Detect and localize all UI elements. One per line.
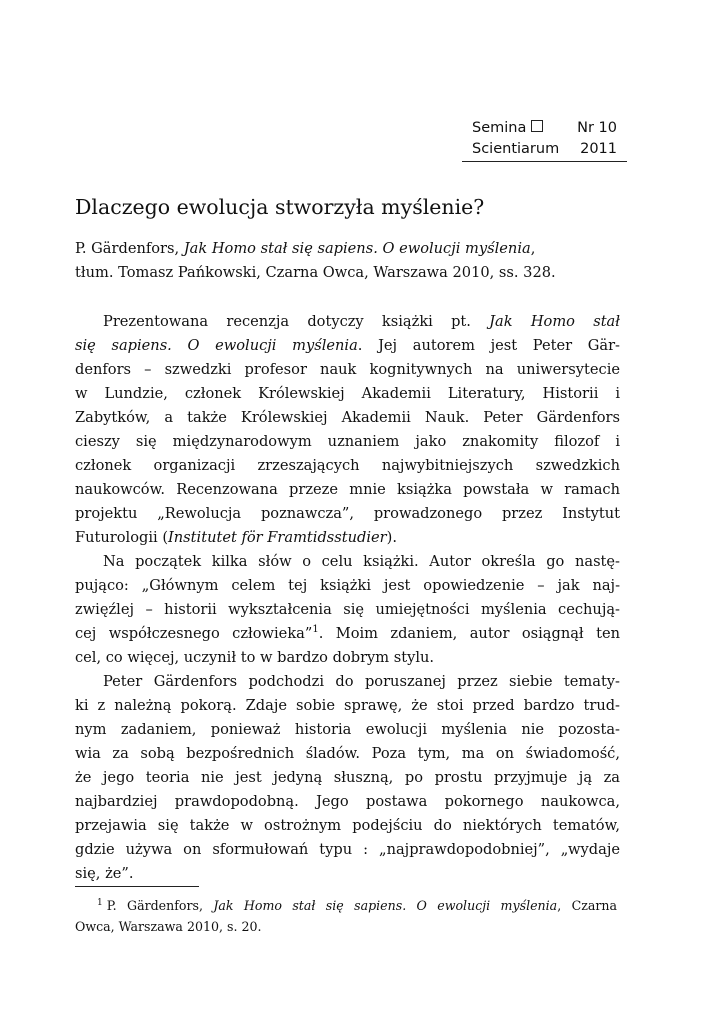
article-title: Dlaczego ewolucja stworzyła myślenie?	[75, 195, 485, 219]
bib-line-2: tłum. Tomasz Pańkowski, Czarna Owca, Warszawa 2010, ss. 328.	[75, 264, 556, 281]
body-line: zwięźlej – historii wykształcenia się umiejętności myślenia cechują-	[75, 601, 620, 618]
body-line: że jego teoria nie jest jedyną słuszną, po prostu przyjmuje ją za	[75, 769, 620, 786]
body-line: Futurologii (Institutet för Framtidsstudier).	[75, 529, 397, 546]
body-line: gdzie używa on sformułowań typu : „najprawdopodobniej”, „wydaje	[75, 841, 620, 858]
footnote-reference[interactable]: 1	[312, 624, 319, 635]
body-line: Zabytków, a także Królewskiej Akademii Nauk. Peter Gärdenfors	[75, 409, 620, 426]
issue-number: Nr 10	[577, 120, 617, 136]
body-line: w Lundzie, członek Królewskiej Akademii Literatury, Historii i	[75, 385, 620, 402]
body-line: cel, co więcej, uczynił to w bardzo dobrym stylu.	[75, 649, 435, 666]
footnote-line-2: Owca, Warszawa 2010, s. 20.	[75, 919, 262, 934]
body-line: Peter Gärdenfors podchodzi do poruszanej przez siebie tematy-	[103, 673, 620, 690]
body-line: naukowców. Recenzowana przeze mnie książka powstała w ramach	[75, 481, 620, 498]
body-line: cieszy się międzynarodowym uznaniem jako znakomity filozof i	[75, 433, 620, 450]
body-line: przejawia się także w ostrożnym podejściu do niektórych tematów,	[75, 817, 620, 834]
bibliographic-entry	[75, 237, 630, 285]
masthead-row-2	[462, 139, 627, 160]
journal-masthead	[462, 118, 627, 162]
footnote	[75, 893, 617, 937]
masthead-row-1	[462, 118, 627, 139]
article-body	[75, 310, 620, 886]
footnote-mark: 1	[97, 898, 103, 908]
issue-year: 2011	[580, 141, 617, 157]
body-line: pująco: „Głównym celem tej książki jest opowiedzenie – jak naj-	[75, 577, 620, 594]
body-line: członek organizacji zrzeszających najwybitniejszych szwedzkich	[75, 457, 620, 474]
body-line: się sapiens. O ewolucji myślenia. Jej autorem jest Peter Gär-	[75, 337, 620, 354]
body-line: ki z należną pokorą. Zdaje sobie sprawę, że stoi przed bardzo trud-	[75, 697, 620, 714]
journal-name-line2: Scientiarum	[472, 141, 560, 157]
body-line: denfors – szwedzki profesor nauk kognitywnych na uniwersytecie	[75, 361, 620, 378]
bib-book-title: Jak Homo stał się sapiens. O ewolucji myślenia	[183, 240, 531, 257]
footnote-separator	[75, 886, 199, 887]
footnote-line-1: $^1$ P. Gärdenfors, Jak Homo stał się sapiens. O ewolucji myślenia, Czarna	[97, 898, 617, 913]
body-line: się, że”.	[75, 865, 134, 882]
body-line: nym zadaniem, ponieważ historia ewolucji myślenia nie pozosta-	[75, 721, 620, 738]
body-line: projektu „Rewolucja poznawcza”, prowadzonego przez Instytut	[75, 505, 620, 522]
body-line: wia za sobą bezpośrednich śladów. Poza tym, ma on świadomość,	[75, 745, 620, 762]
body-line: Na początek kilka słów o celu książki. Autor określa go nastę-	[103, 553, 620, 570]
bib-line-1: P. Gärdenfors, Jak Homo stał się sapiens. O ewolucji myślenia,	[75, 240, 536, 257]
body-line: Prezentowana recenzja dotyczy książki pt. Jak Homo stał	[103, 313, 620, 330]
journal-name-line1: Semina	[472, 120, 527, 136]
body-line: cej współczesnego człowieka”$^1$. Moim zdaniem, autor osiągnął ten	[75, 624, 620, 642]
body-line: najbardziej prawdopodobną. Jego postawa pokornego naukowca,	[75, 793, 620, 810]
square-icon	[531, 120, 543, 132]
